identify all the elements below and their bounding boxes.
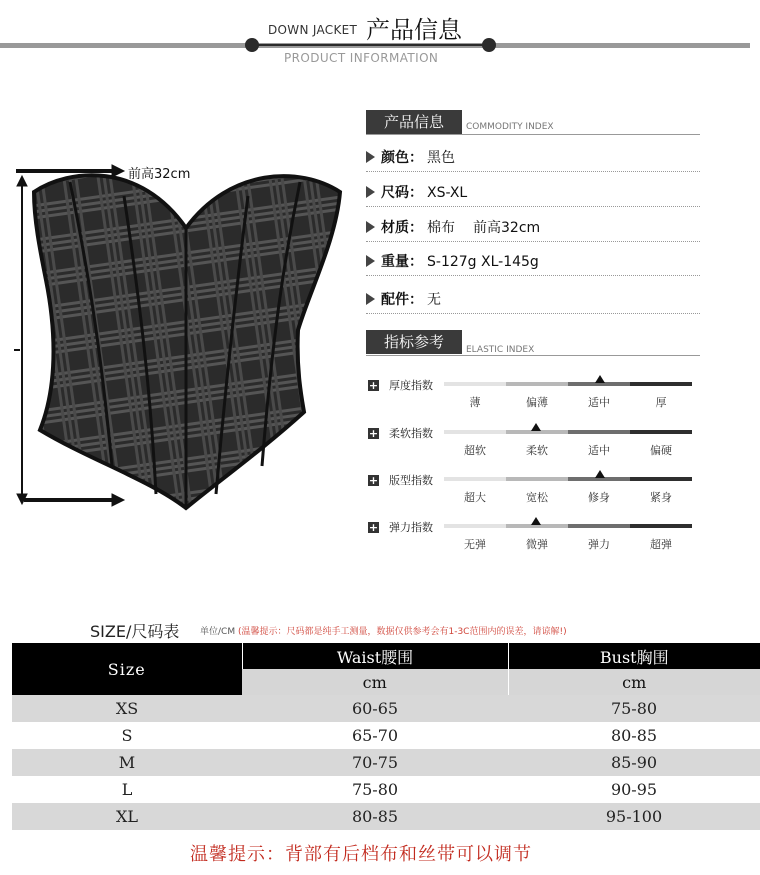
elastic-subtitle: ELASTIC INDEX [466,345,535,355]
index-labels [444,536,692,552]
info-value: 棉布 [427,220,455,236]
index-label: 紧身 [650,491,672,504]
commodity-title: 产品信息 [366,110,462,134]
size-table-title: SIZE/尺码表 [90,622,180,641]
cell-bust: 80-85 [508,722,760,749]
index-label: 偏硬 [650,444,672,457]
cell-bust: 85-90 [508,749,760,776]
header-subtitle: PRODUCT INFORMATION [284,51,439,65]
cell-bust: 90-95 [508,776,760,803]
index-label: 超大 [464,491,486,504]
index-labels [444,394,692,410]
index-marker-icon [595,375,605,383]
index-marker-icon [595,470,605,478]
info-row-accessories [366,287,700,314]
cell-waist: 65-70 [242,722,508,749]
index-bar-segment [630,382,692,386]
index-label: 超弹 [650,538,672,551]
table-row [12,695,760,722]
info-extra: 前高32cm [473,220,541,236]
index-marker-icon [531,423,541,431]
info-value: 无 [427,292,441,308]
info-label: 重量： [381,254,423,270]
header-dot-right [482,38,496,52]
header-waist-unit: cm [242,669,508,695]
cell-size: M [12,749,242,776]
info-row-material [366,215,700,242]
cell-bust: 95-100 [508,803,760,830]
cell-waist: 75-80 [242,776,508,803]
plus-icon: + [368,379,379,392]
table-row [12,749,760,776]
index-bar [444,524,692,528]
info-label: 尺码： [381,185,423,201]
header-waist: Waist腰围 [242,643,508,669]
table-row [12,776,760,803]
triangle-bullet-icon [366,186,375,198]
index-name: 柔软指数 [389,427,433,440]
info-row-size [366,180,700,207]
info-label: 颜色： [381,150,423,166]
index-label: 宽松 [526,491,548,504]
index-label: 无弹 [464,538,486,551]
index-bar-segment [444,382,506,386]
index-row [368,427,700,470]
header-size: Size [12,643,242,695]
header-title-cn: 产品信息 [366,16,462,44]
table-row [12,722,760,749]
index-bar [444,430,692,434]
cell-size: XS [12,695,242,722]
triangle-bullet-icon [366,255,375,267]
cell-waist: 70-75 [242,749,508,776]
plus-icon: + [368,521,379,534]
index-bar-segment [630,524,692,528]
index-name: 版型指数 [389,474,433,487]
index-labels [444,442,692,458]
plus-icon: + [368,427,379,440]
index-label: 厚 [655,396,667,409]
plus-icon: + [368,474,379,487]
cell-size: XL [12,803,242,830]
index-bar-segment [568,430,630,434]
index-bar-segment [568,524,630,528]
index-label: 超软 [464,444,486,457]
cell-size: L [12,776,242,803]
header-bust: Bust胸围 [508,643,760,669]
product-image [0,150,360,530]
cell-bust: 75-80 [508,695,760,722]
info-label: 材质： [381,220,423,236]
index-row [368,379,700,422]
elastic-rule [366,355,700,356]
index-label: 适中 [588,396,610,409]
index-label: 弹力 [588,538,610,551]
index-row [368,521,700,564]
index-bar-segment [444,524,506,528]
commodity-rule [366,134,700,135]
header-dot-left [245,38,259,52]
info-value: 黑色 [427,150,455,166]
commodity-subtitle: COMMODITY INDEX [466,122,554,132]
index-row [368,474,700,517]
size-note-text: (温馨提示：尺码都是纯手工测量，数据仅供参考会有1-3C范围内的误差，请谅解!) [237,627,567,637]
triangle-bullet-icon [366,293,375,305]
index-label: 修身 [588,491,610,504]
dimension-label: 前高32cm [128,167,191,182]
index-bar [444,382,692,386]
index-bar-segment [630,430,692,434]
index-bar-segment [444,430,506,434]
elastic-title: 指标参考 [366,330,462,354]
info-label: 配件： [381,292,423,308]
index-marker-icon [531,517,541,525]
index-label: 微弹 [526,538,548,551]
header-bust-unit: cm [508,669,760,695]
index-bar-segment [444,477,506,481]
index-labels [444,489,692,505]
index-bar-segment [506,477,568,481]
index-label: 柔软 [526,444,548,457]
cell-waist: 60-65 [242,695,508,722]
size-unit: 单位/CM [200,627,236,637]
index-label: 薄 [469,396,481,409]
info-row-color [366,145,700,172]
size-table-note [200,624,567,637]
info-value: XS-XL [427,185,468,201]
triangle-bullet-icon [366,221,375,233]
index-bar-segment [630,477,692,481]
index-name: 厚度指数 [389,379,433,392]
info-value: S-127g XL-145g [427,254,539,270]
size-table [12,643,760,830]
triangle-bullet-icon [366,151,375,163]
info-row-weight [366,249,700,276]
adjustment-tip: 温馨提示：背部有后档布和丝带可以调节 [190,844,532,865]
index-label: 适中 [588,444,610,457]
cell-waist: 80-85 [242,803,508,830]
cell-size: S [12,722,242,749]
index-label: 偏薄 [526,396,548,409]
header-title-en: DOWN JACKET [268,23,358,37]
index-bar-segment [506,382,568,386]
index-name: 弹力指数 [389,521,433,534]
table-row [12,803,760,830]
index-bar [444,477,692,481]
